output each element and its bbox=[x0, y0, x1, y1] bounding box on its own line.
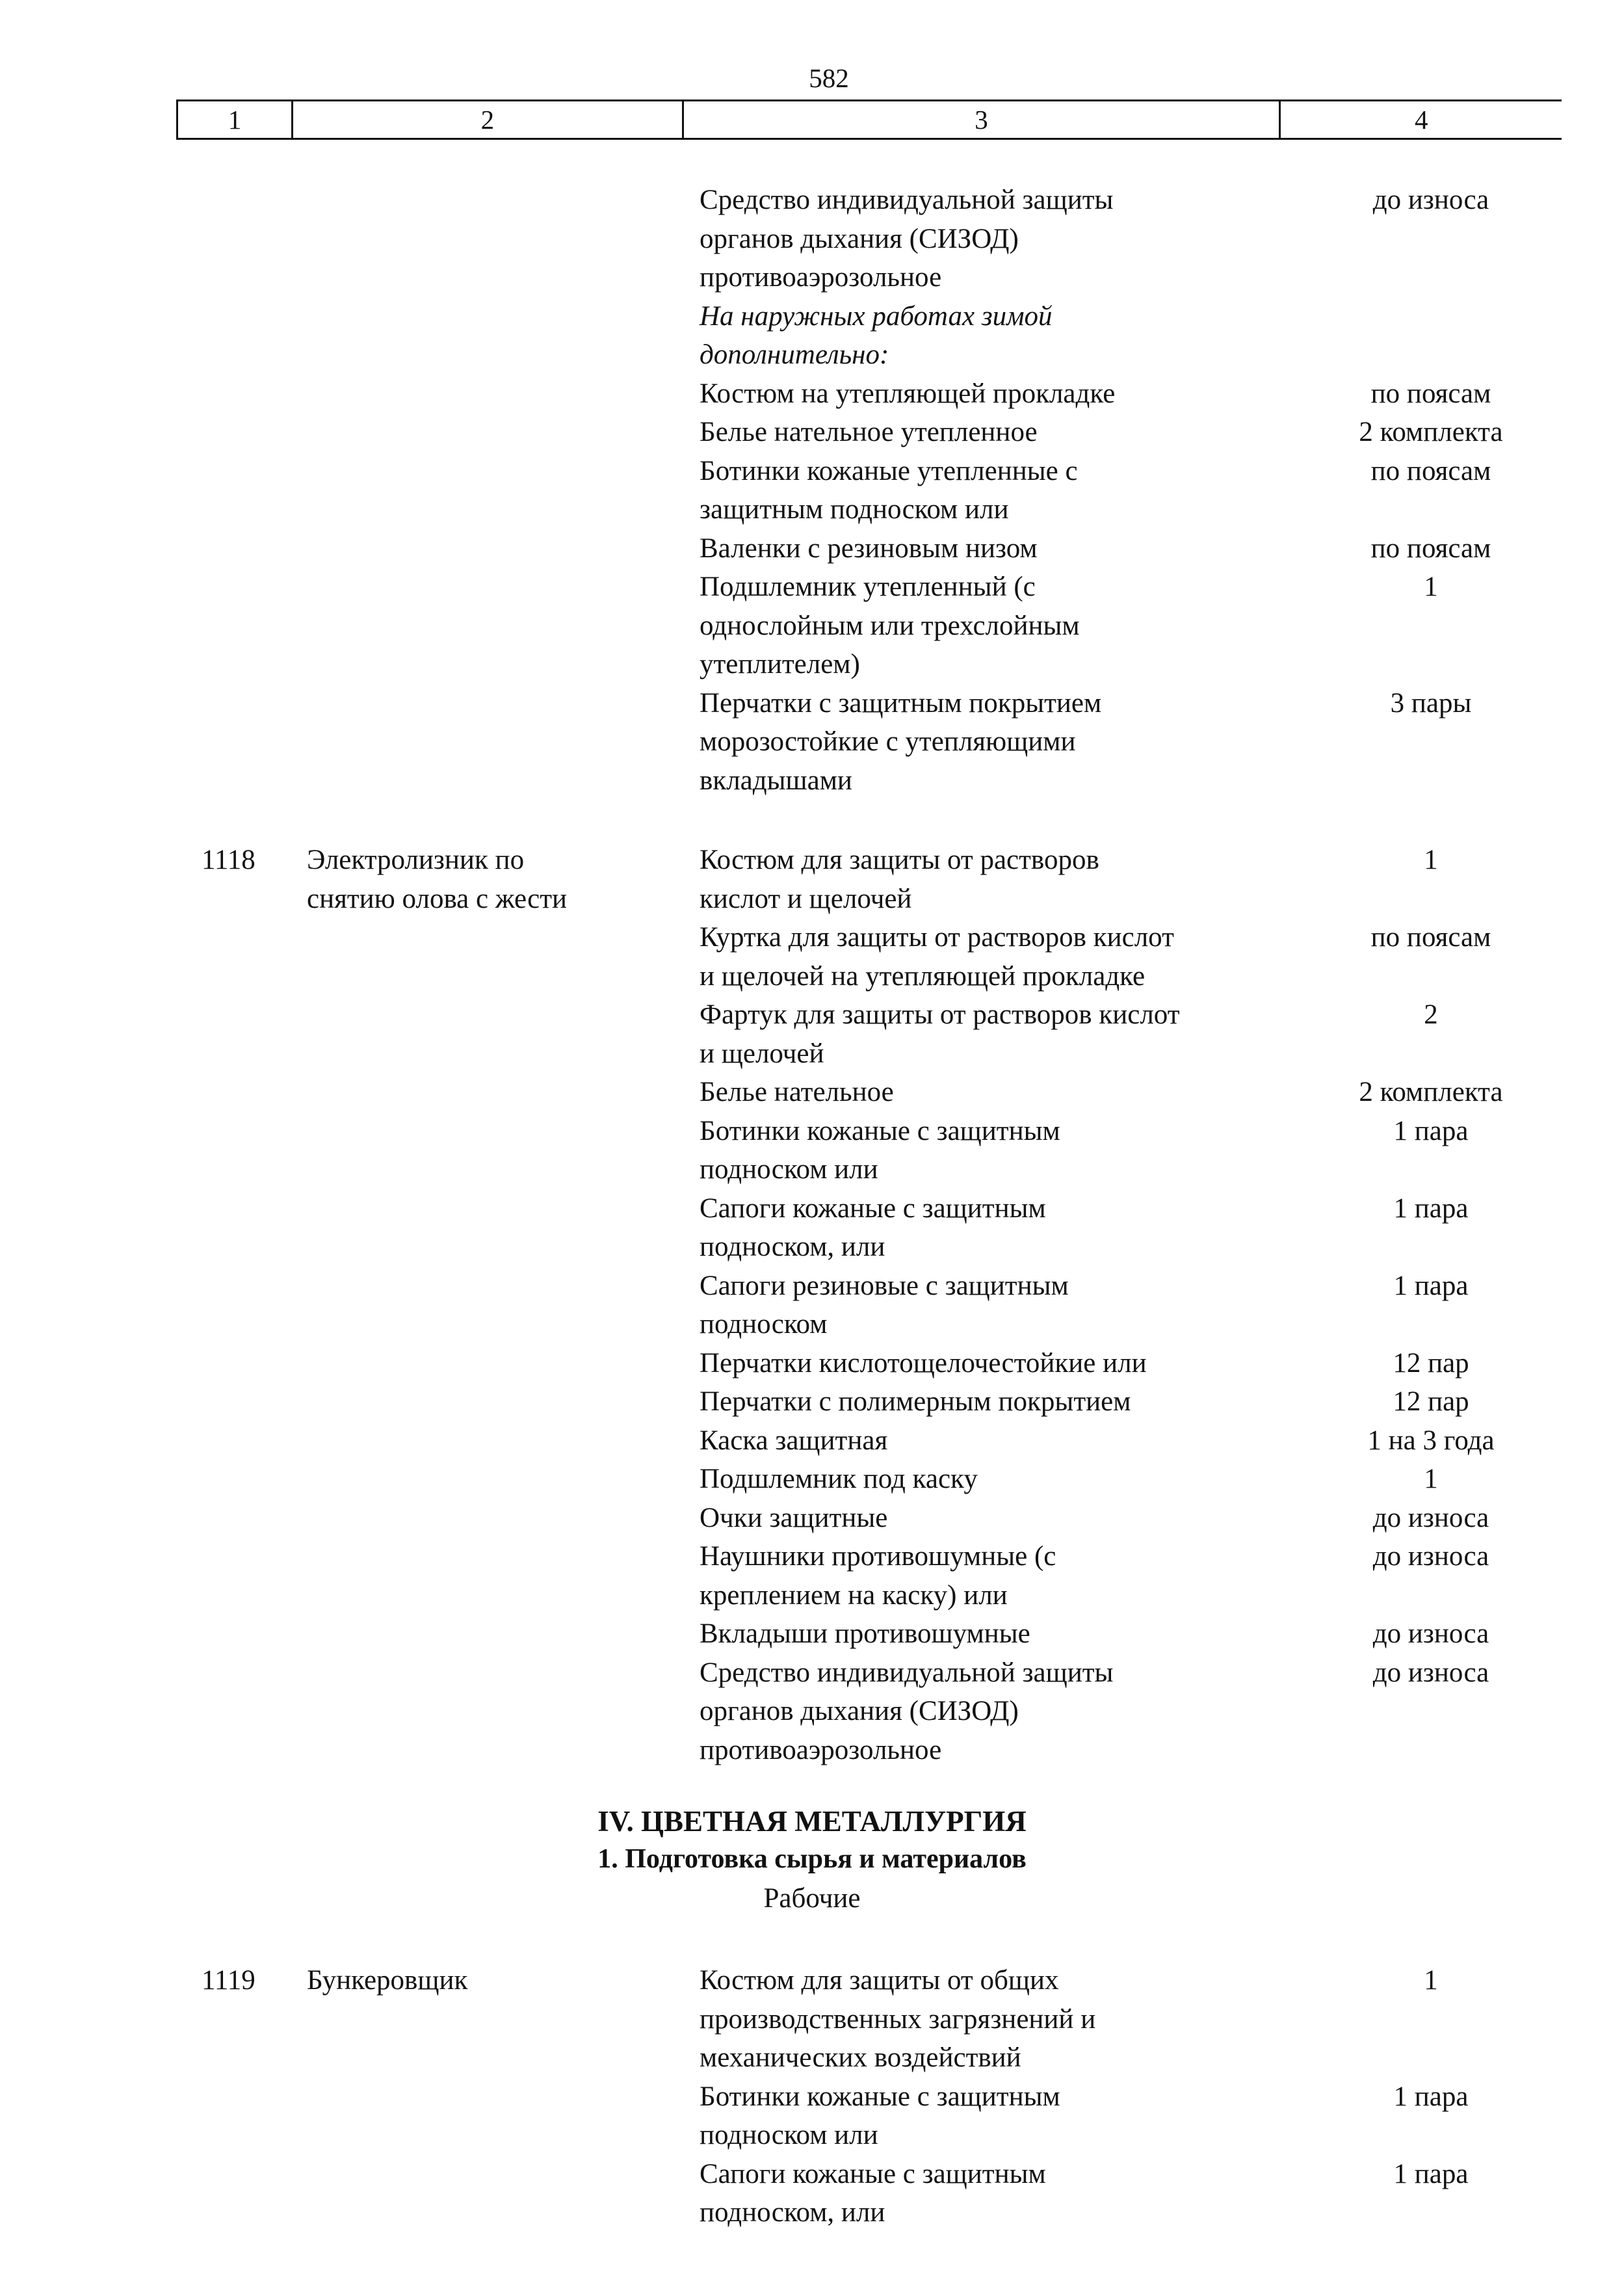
item-text: и щелочей на утепляющей прокладке bbox=[700, 960, 1146, 992]
page-number: 582 bbox=[809, 63, 849, 93]
item-norm: 12 пар bbox=[1393, 1386, 1469, 1417]
item-text: Валенки с резиновым низом bbox=[700, 533, 1038, 564]
item-norm: 1 bbox=[1424, 572, 1438, 602]
item-text: вкладышами bbox=[700, 765, 852, 796]
item-text: Ботинки кожаные утепленные с bbox=[700, 455, 1078, 486]
item-norm: 3 пары bbox=[1390, 687, 1472, 719]
item-text: креплением на каску) или bbox=[700, 1579, 1008, 1611]
item-text: защитным подноском или bbox=[700, 494, 1009, 525]
column-header-3: 3 bbox=[683, 101, 1280, 139]
item-text: Белье нательное утепленное bbox=[700, 417, 1038, 447]
section-category: Рабочие bbox=[763, 1883, 861, 1914]
column-header-2: 2 bbox=[293, 101, 683, 139]
column-header-4: 4 bbox=[1280, 101, 1562, 139]
item-norm: по поясам bbox=[1370, 455, 1491, 486]
item-norm: 1 пара bbox=[1393, 1193, 1469, 1224]
item-text: подноском bbox=[700, 1309, 828, 1339]
item-text: Ботинки кожаные с защитным bbox=[700, 2081, 1060, 2112]
item-text: дополнительно: bbox=[700, 339, 889, 370]
item-text: подноском, или bbox=[700, 1232, 885, 1262]
item-norm: 1 bbox=[1424, 845, 1438, 875]
item-norm: 2 комплекта bbox=[1359, 1077, 1503, 1107]
item-text: Сапоги кожаные с защитным bbox=[700, 1193, 1046, 1224]
item-norm: до износа bbox=[1372, 1657, 1489, 1688]
item-text: Куртка для защиты от растворов кислот bbox=[700, 922, 1174, 953]
item-text: кислот и щелочей bbox=[700, 883, 912, 914]
item-norm: до износа bbox=[1372, 1618, 1489, 1649]
item-text: Средство индивидуальной защиты bbox=[700, 185, 1114, 215]
section-subtitle: 1. Подготовка сырья и материалов bbox=[597, 1844, 1027, 1874]
item-text: Перчатки с полимерным покрытием bbox=[700, 1386, 1131, 1417]
column-header-1: 1 bbox=[177, 101, 293, 139]
item-norm: 12 пар bbox=[1393, 1347, 1469, 1379]
item-text: Наушники противошумные (с bbox=[700, 1541, 1056, 1572]
item-norm: 1 на 3 года bbox=[1367, 1425, 1495, 1456]
item-text: Подшлемник утепленный (с bbox=[700, 572, 1036, 602]
item-text: органов дыхания (СИЗОД) bbox=[700, 223, 1019, 254]
item-text: Костюм на утепляющей прокладке bbox=[700, 378, 1116, 409]
item-norm: 1 пара bbox=[1393, 1270, 1469, 1301]
item-text: производственных загрязнений и bbox=[700, 2003, 1096, 2035]
column-header-row bbox=[176, 99, 1562, 140]
item-text: На наружных работах зимой bbox=[700, 300, 1053, 332]
item-norm: по поясам bbox=[1370, 922, 1491, 953]
item-text: механических воздействий bbox=[700, 2042, 1021, 2073]
item-text: Сапоги резиновые с защитным bbox=[700, 1270, 1069, 1301]
item-text: противоаэрозольное bbox=[700, 262, 942, 293]
item-text: Белье нательное bbox=[700, 1077, 894, 1107]
item-text: Каска защитная bbox=[700, 1425, 888, 1456]
item-text: подноском или bbox=[700, 2120, 878, 2150]
item-text: Фартук для защиты от растворов кислот bbox=[700, 999, 1180, 1030]
item-text: органов дыхания (СИЗОД) bbox=[700, 1696, 1019, 1726]
item-norm: до износа bbox=[1372, 185, 1489, 215]
item-text: Средство индивидуальной защиты bbox=[700, 1657, 1114, 1688]
item-text: Перчатки с защитным покрытием bbox=[700, 687, 1102, 719]
item-norm: до износа bbox=[1372, 1502, 1489, 1533]
item-norm: по поясам bbox=[1370, 533, 1491, 564]
item-text: утеплителем) bbox=[700, 649, 860, 680]
item-text: Сапоги кожаные с защитным bbox=[700, 2158, 1046, 2189]
item-norm: по поясам bbox=[1370, 378, 1491, 409]
item-text: Перчатки кислотощелочестойкие или bbox=[700, 1347, 1147, 1379]
section-title: IV. ЦВЕТНАЯ МЕТАЛЛУРГИЯ bbox=[597, 1805, 1027, 1838]
item-text: и щелочей bbox=[700, 1038, 824, 1069]
item-norm: 1 пара bbox=[1393, 1115, 1469, 1146]
item-text: Очки защитные bbox=[700, 1502, 888, 1533]
item-norm: 1 пара bbox=[1393, 2158, 1469, 2189]
entry-number: 1119 bbox=[202, 1965, 255, 1996]
item-text: Костюм для защиты от общих bbox=[700, 1965, 1059, 1996]
item-text: Вкладыши противошумные bbox=[700, 1618, 1030, 1649]
entry-number: 1118 bbox=[202, 845, 255, 875]
item-norm: 1 пара bbox=[1393, 2081, 1469, 2112]
item-norm: до износа bbox=[1372, 1541, 1489, 1572]
profession-name: снятию олова с жести bbox=[307, 883, 568, 914]
item-text: Подшлемник под каску bbox=[700, 1464, 978, 1494]
item-norm: 1 bbox=[1424, 1464, 1438, 1494]
profession-name: Электролизник по bbox=[307, 845, 525, 875]
item-text: однослойным или трехслойным bbox=[700, 610, 1080, 641]
item-norm: 2 комплекта bbox=[1359, 417, 1503, 447]
item-text: Ботинки кожаные с защитным bbox=[700, 1115, 1060, 1146]
profession-name: Бункеровщик bbox=[307, 1965, 468, 1996]
item-text: подноском, или bbox=[700, 2197, 885, 2228]
item-text: морозостойкие с утепляющими bbox=[700, 726, 1076, 757]
item-text: подноском или bbox=[700, 1154, 878, 1185]
item-norm: 2 bbox=[1424, 999, 1438, 1030]
item-text: Костюм для защиты от растворов bbox=[700, 845, 1099, 875]
item-norm: 1 bbox=[1424, 1965, 1438, 1996]
item-text: противоаэрозольное bbox=[700, 1734, 942, 1765]
